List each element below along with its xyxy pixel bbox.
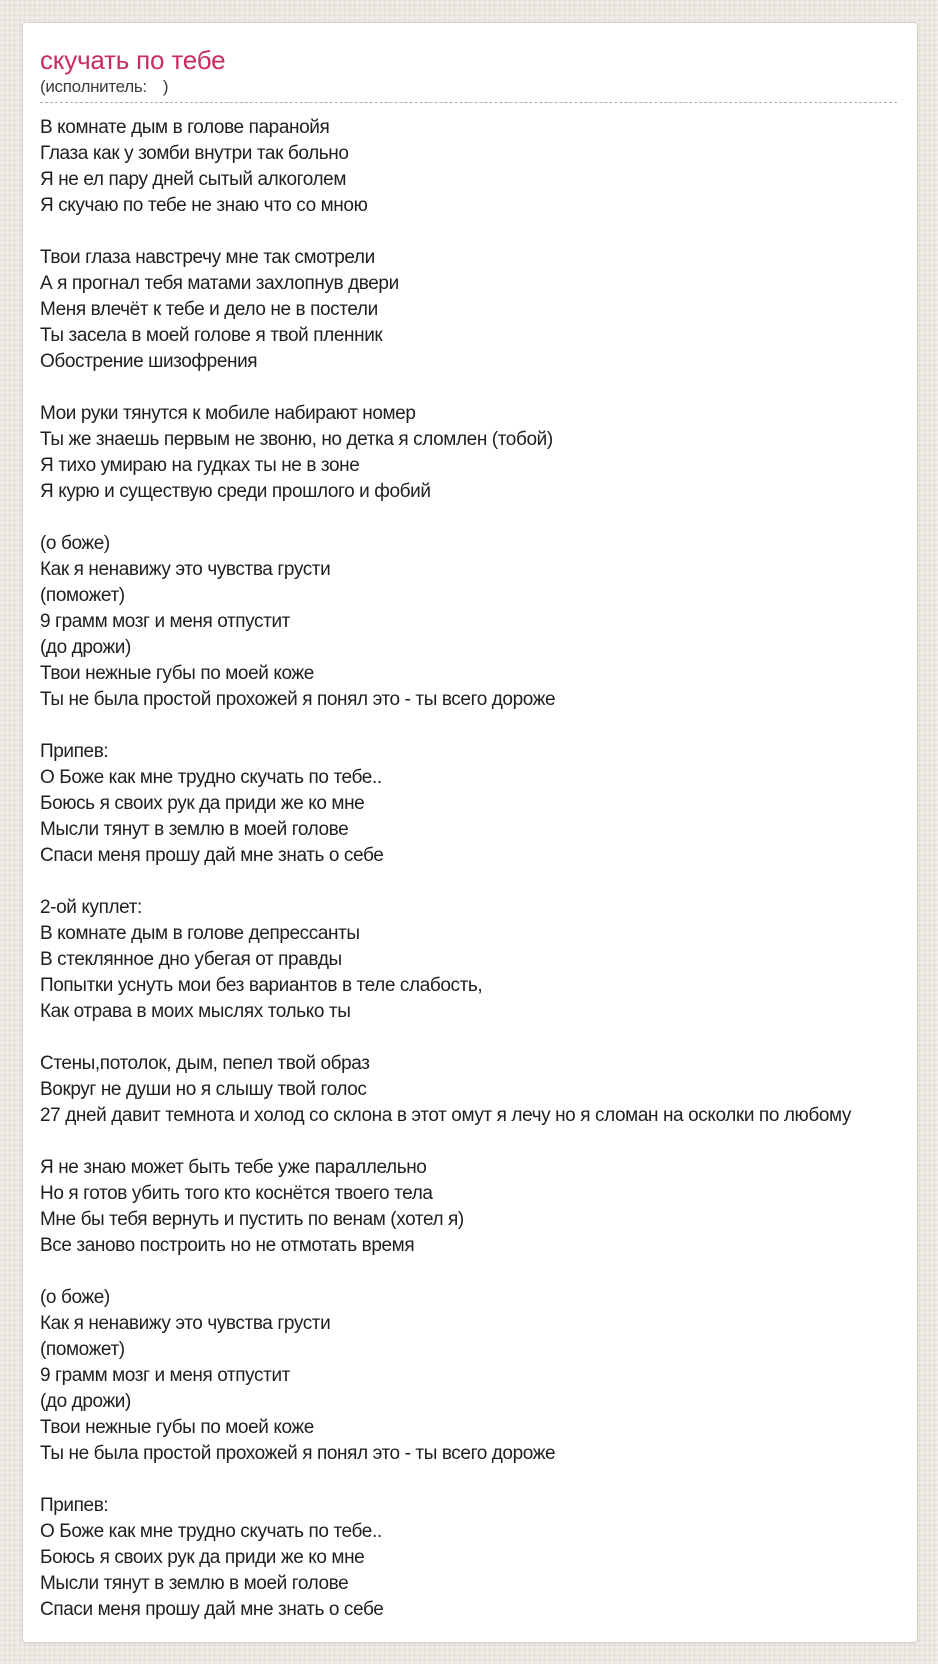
lyric-line: Мои руки тянутся к мобиле набирают номер bbox=[40, 403, 416, 424]
lyric-line bbox=[40, 1259, 917, 1285]
lyric-line: В комнате дым в голове паранойя bbox=[40, 117, 330, 138]
lyric-line: Твои нежные губы по моей коже bbox=[40, 1417, 314, 1438]
lyric-line: Я курю и существую среди прошлого и фобий bbox=[40, 481, 431, 502]
lyric-line: Глаза как у зомби внутри так больно bbox=[40, 143, 349, 164]
lyric-line: Я тихо умираю на гудках ты не в зоне bbox=[40, 455, 360, 476]
lyric-line: Меня влечёт к тебе и дело не в постели bbox=[40, 299, 378, 320]
lyrics-card bbox=[22, 22, 918, 1643]
lyric-line: Боюсь я своих рук да приди же ко мне bbox=[40, 793, 365, 814]
lyric-line: (до дрожи) bbox=[40, 637, 131, 658]
lyric-line: Ты же знаешь первым не звоню, но детка я сломлен (тобой) bbox=[40, 429, 553, 450]
lyric-line: Я не ел пару дней сытый алкоголем bbox=[40, 169, 346, 190]
artist-close-paren: ) bbox=[162, 77, 169, 96]
lyric-line: 9 грамм мозг и меня отпустит bbox=[40, 611, 290, 632]
lyric-line: (поможет) bbox=[40, 585, 125, 606]
lyric-line bbox=[40, 1129, 917, 1155]
lyric-line: Как я ненавижу это чувства грусти bbox=[40, 559, 331, 580]
lyric-line: В стеклянное дно убегая от правды bbox=[40, 949, 342, 970]
lyric-line bbox=[40, 505, 917, 531]
lyric-line: Твои нежные губы по моей коже bbox=[40, 663, 314, 684]
lyric-line: (о боже) bbox=[40, 1287, 110, 1308]
lyric-line: (до дрожи) bbox=[40, 1391, 131, 1412]
lyric-line: Я скучаю по тебе не знаю что со мною bbox=[40, 195, 368, 216]
artist-label: (исполнитель: bbox=[40, 77, 147, 96]
lyric-line bbox=[40, 869, 917, 895]
lyric-line: Но я готов убить того кто коснётся твоего тела bbox=[40, 1183, 433, 1204]
lyric-line: Спаси меня прошу дай мне знать о себе bbox=[40, 845, 384, 866]
artist-line bbox=[40, 77, 897, 103]
lyric-line: Мне бы тебя вернуть и пустить по венам (хотел я) bbox=[40, 1209, 464, 1230]
lyric-line: Как отрава в моих мыслях только ты bbox=[40, 1001, 351, 1022]
lyric-line: 2-ой куплет: bbox=[40, 897, 142, 918]
lyric-line: Как я ненавижу это чувства грусти bbox=[40, 1313, 331, 1334]
lyric-line: Обострение шизофрения bbox=[40, 351, 258, 372]
lyric-line: (о боже) bbox=[40, 533, 110, 554]
lyric-line: (поможет) bbox=[40, 1339, 125, 1360]
lyric-line: Ты засела в моей голове я твой пленник bbox=[40, 325, 383, 346]
lyric-line: Попытки уснуть мои без вариантов в теле слабость, bbox=[40, 975, 483, 996]
lyric-line: Все заново построить но не отмотать время bbox=[40, 1235, 415, 1256]
lyric-line: Припев: bbox=[40, 1495, 109, 1516]
lyric-line: О Боже как мне трудно скучать по тебе.. bbox=[40, 1521, 382, 1542]
lyric-line: Мысли тянут в землю в моей голове bbox=[40, 819, 349, 840]
lyric-line: Спаси меня прошу дай мне знать о себе bbox=[40, 1599, 384, 1620]
lyric-line: Припев: bbox=[40, 741, 109, 762]
lyric-line: 9 грамм мозг и меня отпустит bbox=[40, 1365, 290, 1386]
lyric-line bbox=[40, 1467, 917, 1493]
lyric-line: Твои глаза навстречу мне так смотрели bbox=[40, 247, 375, 268]
song-title: скучать по тебе bbox=[40, 45, 226, 75]
lyric-line: Мысли тянут в землю в моей голове bbox=[40, 1573, 349, 1594]
lyric-line bbox=[40, 1025, 917, 1051]
lyric-line: Боюсь я своих рук да приди же ко мне bbox=[40, 1547, 365, 1568]
lyric-line: А я прогнал тебя матами захлопнув двери bbox=[40, 273, 399, 294]
lyric-line: Стены,потолок, дым, пепел твой образ bbox=[40, 1053, 370, 1074]
lyrics-text bbox=[40, 115, 917, 1623]
lyric-line: Вокруг не души но я слышу твой голос bbox=[40, 1079, 367, 1100]
lyric-line bbox=[40, 219, 917, 245]
lyric-line: В комнате дым в голове депрессанты bbox=[40, 923, 360, 944]
lyric-line: Ты не была простой прохожей я понял это - ты всего дороже bbox=[40, 689, 556, 710]
lyric-line: 27 дней давит темнота и холод со склона в этот омут я лечу но я сломан на осколки по любому bbox=[40, 1105, 852, 1126]
lyric-line bbox=[40, 375, 917, 401]
lyric-line: Я не знаю может быть тебе уже параллельно bbox=[40, 1157, 427, 1178]
lyric-line: Ты не была простой прохожей я понял это - ты всего дороже bbox=[40, 1443, 556, 1464]
lyric-line bbox=[40, 713, 917, 739]
lyric-line: О Боже как мне трудно скучать по тебе.. bbox=[40, 767, 382, 788]
